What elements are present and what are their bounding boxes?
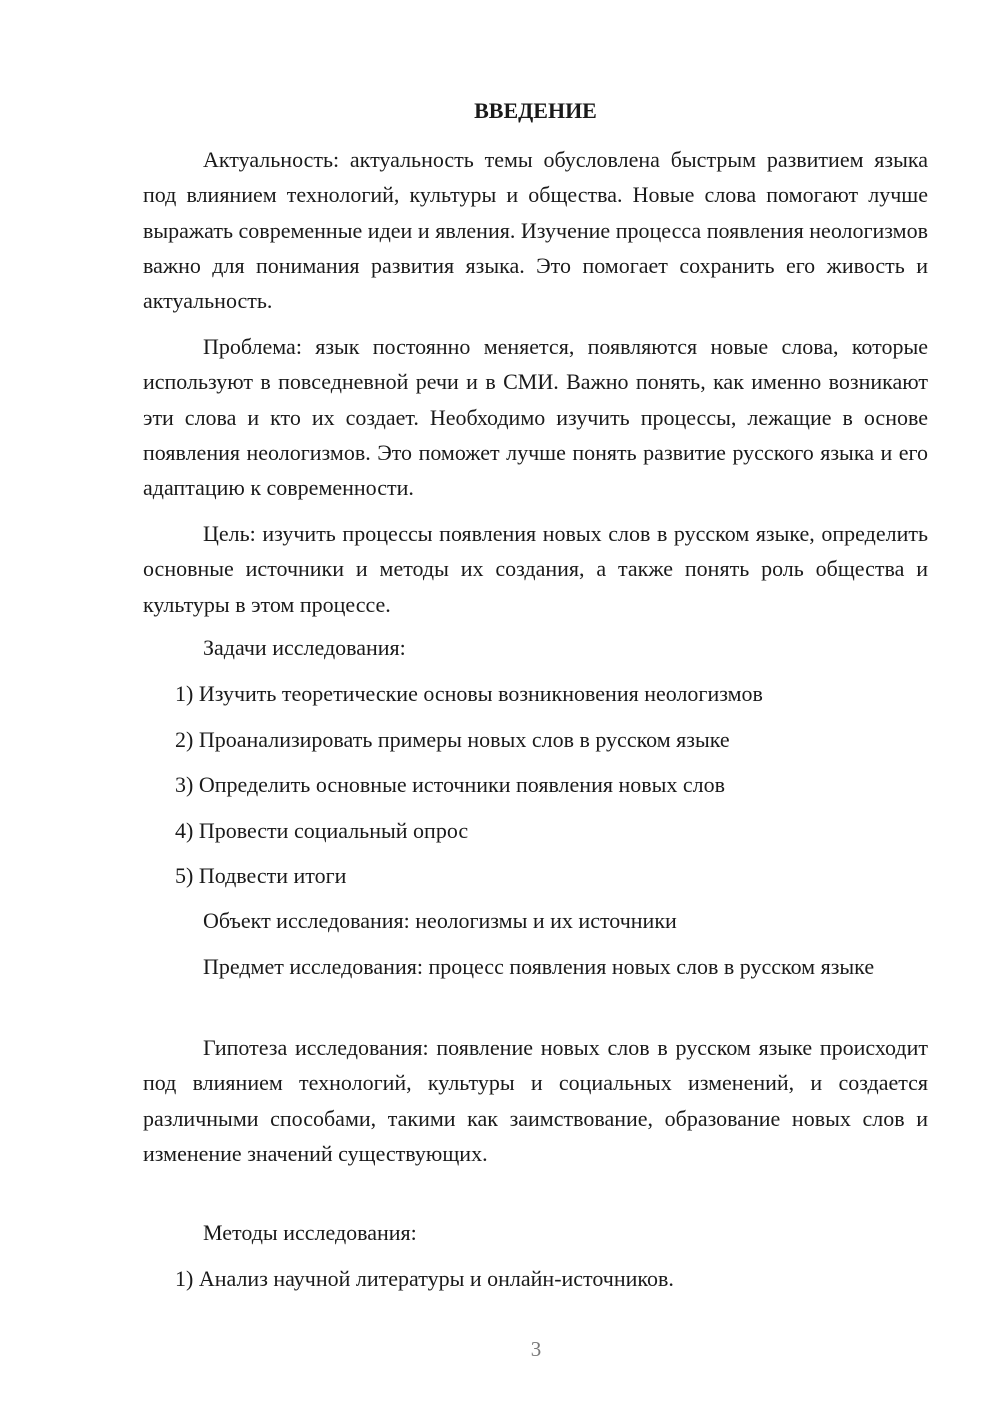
page-number: 3	[530, 1337, 542, 1361]
task-item: 5) Подвести итоги	[175, 863, 347, 888]
problem-paragraph: Проблема: язык постоянно меняется, появляются новые слова, которые используют в повседневной речи и в СМИ. Важно понять, как именно возникают эти слова и кто их создает. Необходимо изучить процессы, лежащие в основе появления неологизмов. Это поможет лучше понять развитие русского языка и его адаптацию к современности.	[143, 334, 928, 501]
hypothesis-paragraph: Гипотеза исследования: появление новых слов в русском языке происходит под влиянием технологий, культуры и социальных изменений, и создается различными способами, такими как заимствование, образование новых слов и изменение значений существующих.	[143, 1035, 928, 1166]
goal-paragraph: Цель: изучить процессы появления новых слов в русском языке, определить основные источники и методы их создания, а также понять роль общества и культуры в этом процессе.	[143, 521, 928, 617]
subject-paragraph: Предмет исследования: процесс появления новых слов в русском языке	[203, 954, 875, 979]
section-heading: ВВЕДЕНИЕ	[474, 98, 597, 123]
task-item: 4) Провести социальный опрос	[175, 818, 469, 843]
relevance-paragraph: Актуальность: актуальность темы обусловлена быстрым развитием языка под влиянием технологий, культуры и общества. Новые слова помогают лучше выражать современные идеи и явления. Изучение процесса появления неологизмов важно для понимания развития языка. Это помогает сохранить его живость и актуальность.	[143, 147, 928, 314]
methods-heading: Методы исследования:	[203, 1220, 417, 1245]
method-item: 1) Анализ научной литературы и онлайн-источников.	[175, 1266, 674, 1291]
task-item: 3) Определить основные источники появления новых слов	[175, 772, 726, 797]
tasks-heading: Задачи исследования:	[203, 635, 406, 660]
task-item: 1) Изучить теоретические основы возникновения неологизмов	[175, 681, 763, 706]
object-line: Объект исследования: неологизмы и их источники	[203, 908, 677, 933]
task-item: 2) Проанализировать примеры новых слов в русском языке	[175, 727, 730, 752]
